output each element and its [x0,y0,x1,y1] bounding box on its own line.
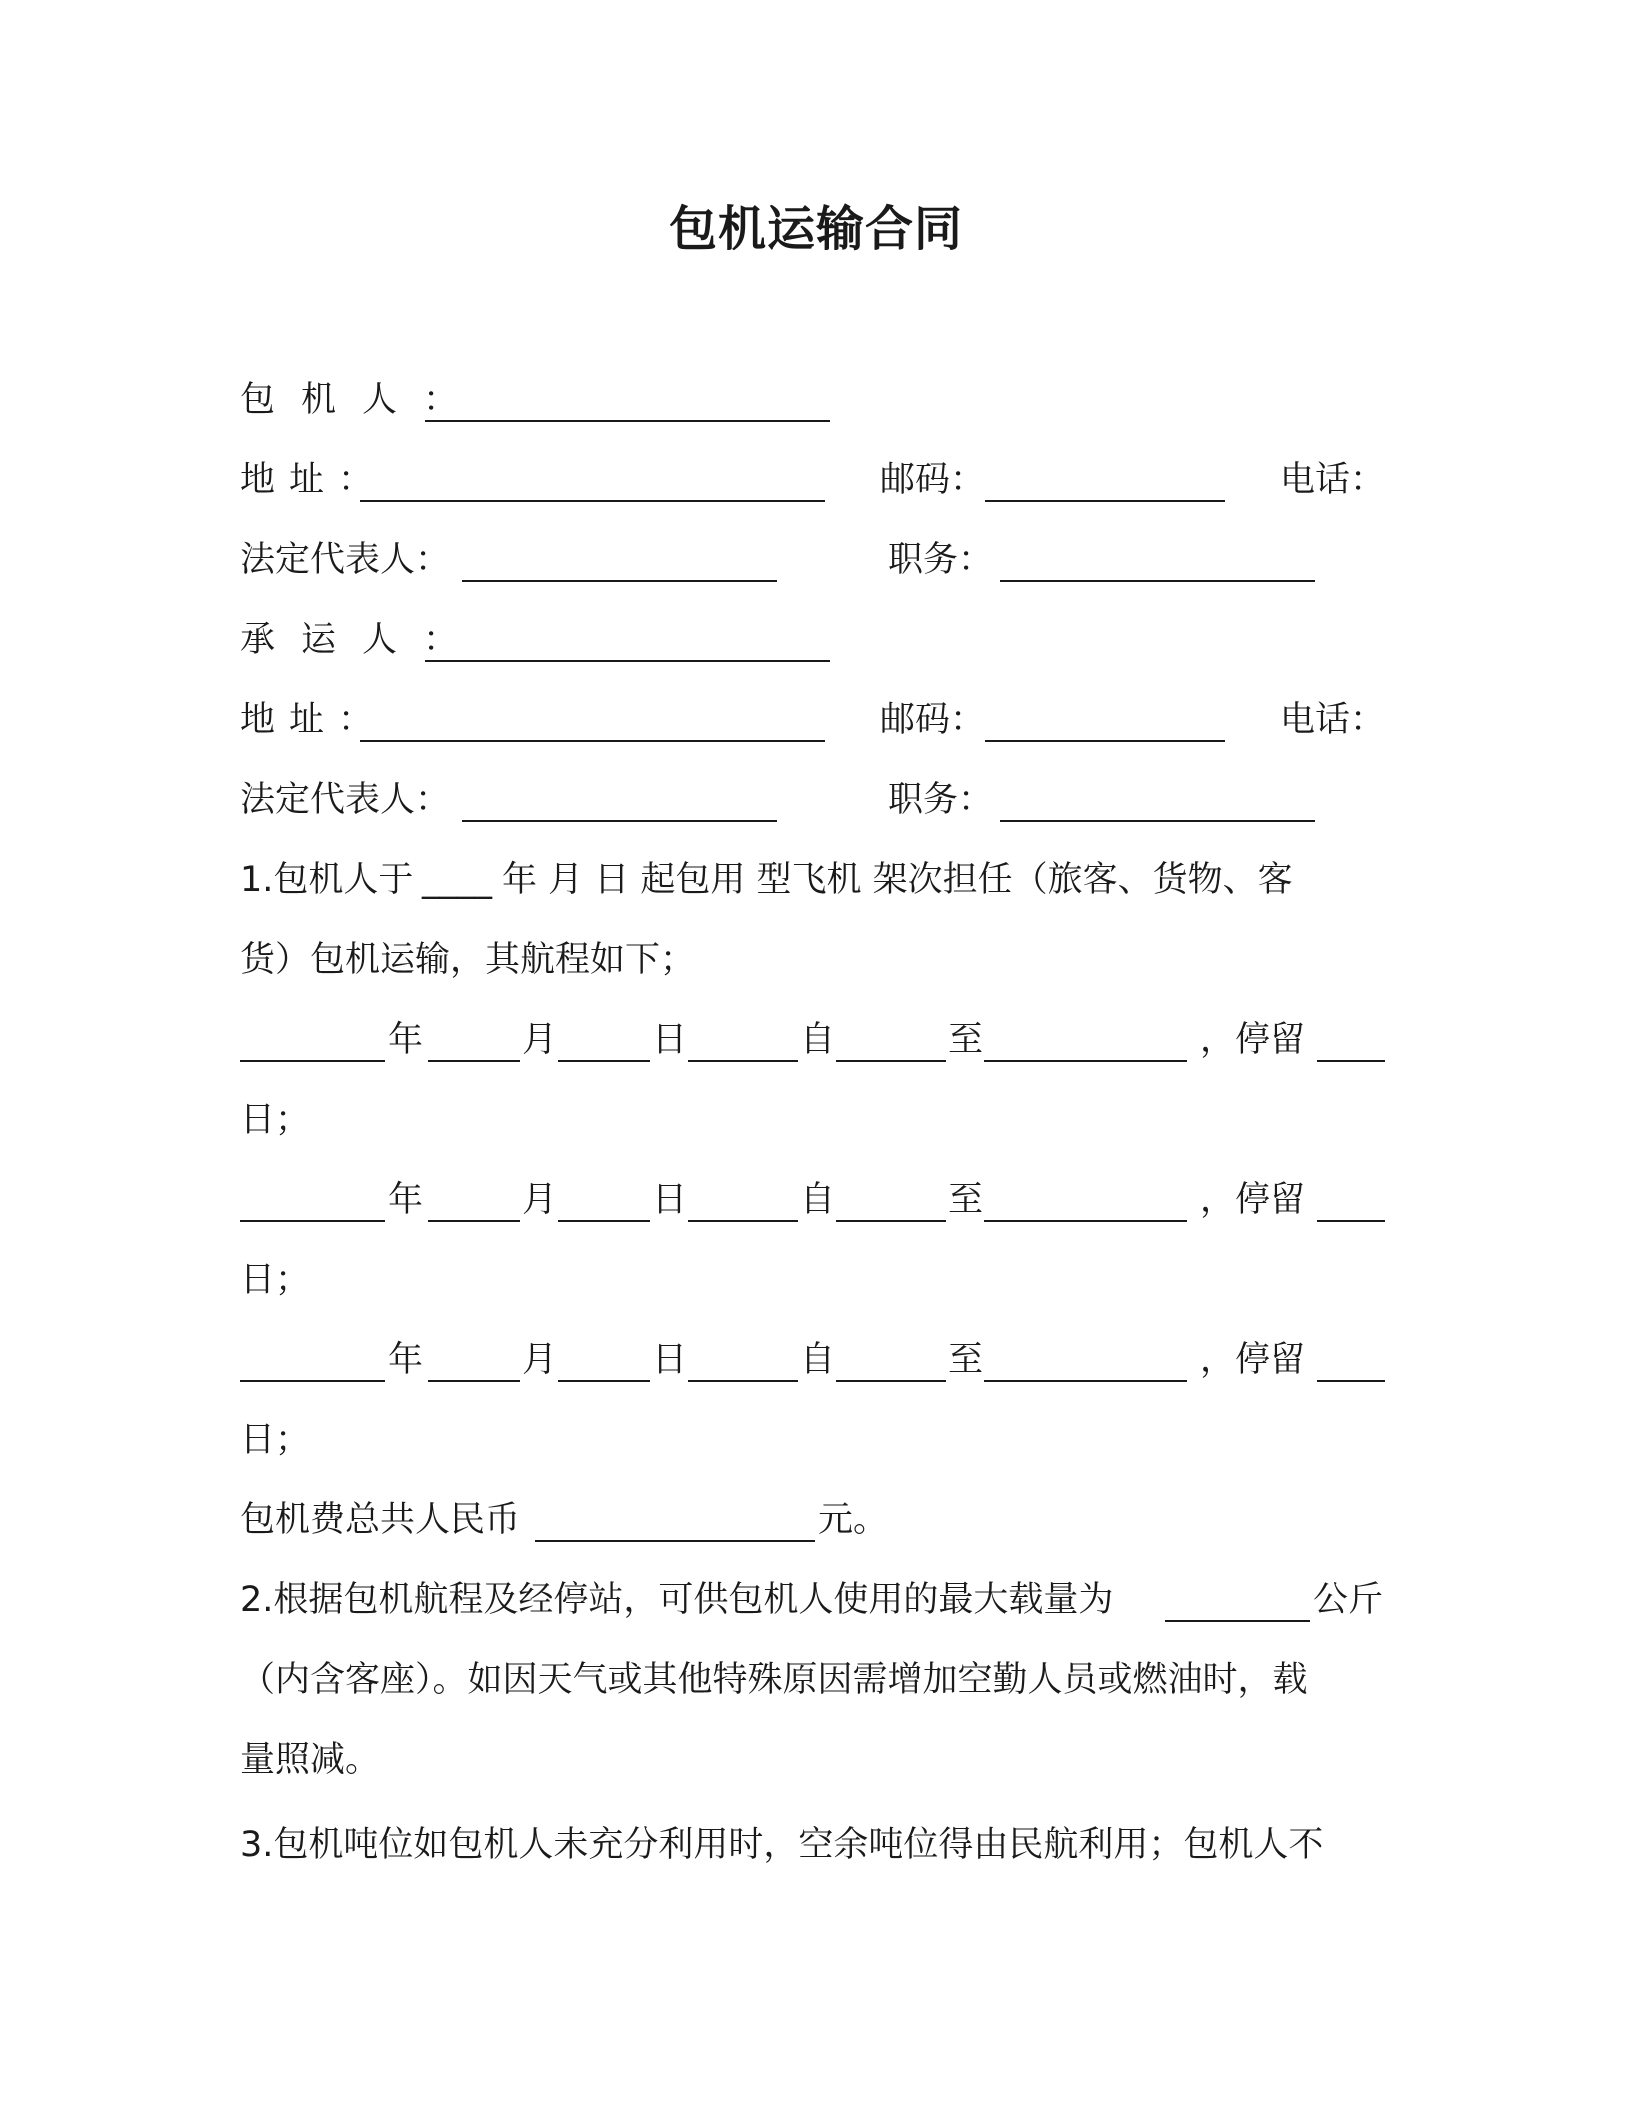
party-b-position-label: 职务： [888,780,994,820]
party-b-name-field[interactable] [425,660,830,662]
itinerary-2-to-field[interactable] [836,1220,946,1222]
party-b-postcode-label: 邮码： [880,700,986,740]
party-b-phone-label: 电话： [1280,700,1386,740]
itinerary-1-month-label: 月 [522,1020,558,1060]
itinerary-2-day-label: 日 [652,1180,688,1220]
itinerary-1-to-field[interactable] [836,1060,946,1062]
party-b-address-label: 地址： [240,700,388,740]
itinerary-3-dest-field[interactable] [984,1380,1187,1382]
itinerary-2-month-label: 月 [522,1180,558,1220]
itinerary-3-month-label: 月 [522,1340,558,1380]
party-b-position-field[interactable] [1000,820,1315,822]
itinerary-2-from-label: 自 [800,1180,836,1220]
clause2-max-load-field[interactable] [1165,1620,1310,1622]
party-a-rep-label: 法定代表人： [240,540,451,580]
party-a-name-label: 包机人： [240,380,485,420]
itinerary-3-stay-label: ，停留 [1200,1340,1306,1380]
itinerary-1-dest-field[interactable] [984,1060,1187,1062]
fee-label: 包机费总共人民币 [240,1500,521,1540]
party-a-phone-label: 电话： [1280,460,1386,500]
itinerary-3-month-field[interactable] [428,1380,520,1382]
party-a-name-field[interactable] [425,420,830,422]
party-a-position-field[interactable] [1000,580,1315,582]
itinerary-2-month-field[interactable] [428,1220,520,1222]
itinerary-1-day-end: 日； [240,1100,311,1140]
itinerary-1-year-label: 年 [388,1020,424,1060]
party-a-address-label: 地址： [240,460,388,500]
clause2-text-a: 2.根据包机航程及经停站，可供包机人使用的最大载量为 [240,1580,1114,1620]
itinerary-1-year-field[interactable] [240,1060,385,1062]
itinerary-1-to-label: 至 [948,1020,984,1060]
party-b-name-label: 承运人： [240,620,485,660]
itinerary-2-day-field[interactable] [558,1220,650,1222]
party-b-postcode-field[interactable] [985,740,1225,742]
page-title: 包机运输合同 [668,201,963,257]
itinerary-2-to-label: 至 [948,1180,984,1220]
itinerary-2-dest-field[interactable] [984,1220,1187,1222]
itinerary-1-stay-field[interactable] [1317,1060,1385,1062]
itinerary-1-from-field[interactable] [688,1060,798,1062]
clause1-text-b: 年 月 日 起包用 型飞机 架次担任（旅客、货物、客 [502,860,1293,900]
itinerary-1-day-label: 日 [652,1020,688,1060]
fee-amount-field[interactable] [535,1540,815,1542]
itinerary-1-stay-label: ，停留 [1200,1020,1306,1060]
itinerary-1-day-field[interactable] [558,1060,650,1062]
itinerary-2-year-label: 年 [388,1180,424,1220]
itinerary-3-to-field[interactable] [836,1380,946,1382]
itinerary-1-from-label: 自 [800,1020,836,1060]
itinerary-2-year-field[interactable] [240,1220,385,1222]
clause3-text-line1: 3.包机吨位如包机人未充分利用时，空余吨位得由民航利用；包机人不 [240,1825,1324,1865]
clause2-text-b: 公斤 [1313,1580,1384,1620]
itinerary-3-from-field[interactable] [688,1380,798,1382]
party-a-address-field[interactable] [360,500,825,502]
itinerary-2-from-field[interactable] [688,1220,798,1222]
itinerary-2-stay-field[interactable] [1317,1220,1385,1222]
itinerary-2-stay-label: ，停留 [1200,1180,1306,1220]
party-a-postcode-field[interactable] [985,500,1225,502]
fee-unit: 元。 [818,1500,889,1540]
party-b-address-field[interactable] [360,740,825,742]
party-b-rep-field[interactable] [462,820,777,822]
party-a-rep-field[interactable] [462,580,777,582]
itinerary-3-from-label: 自 [800,1340,836,1380]
party-b-rep-label: 法定代表人： [240,780,451,820]
clause1-text-a: 1.包机人于 [240,860,414,900]
clause1-blank: ____ [422,860,492,900]
itinerary-3-day-end: 日； [240,1420,311,1460]
itinerary-3-year-field[interactable] [240,1380,385,1382]
itinerary-3-year-label: 年 [388,1340,424,1380]
itinerary-3-to-label: 至 [948,1340,984,1380]
clause2-text-line2: （内含客座）。如因天气或其他特殊原因需增加空勤人员或燃油时，载 [240,1660,1308,1700]
itinerary-2-day-end: 日； [240,1260,311,1300]
itinerary-3-stay-field[interactable] [1317,1380,1385,1382]
itinerary-3-day-label: 日 [652,1340,688,1380]
itinerary-3-day-field[interactable] [558,1380,650,1382]
party-a-postcode-label: 邮码： [880,460,986,500]
itinerary-1-month-field[interactable] [428,1060,520,1062]
clause1-text-line2: 货）包机运输，其航程如下； [240,940,696,980]
party-a-position-label: 职务： [888,540,994,580]
clause2-text-line3: 量照减。 [240,1740,381,1780]
